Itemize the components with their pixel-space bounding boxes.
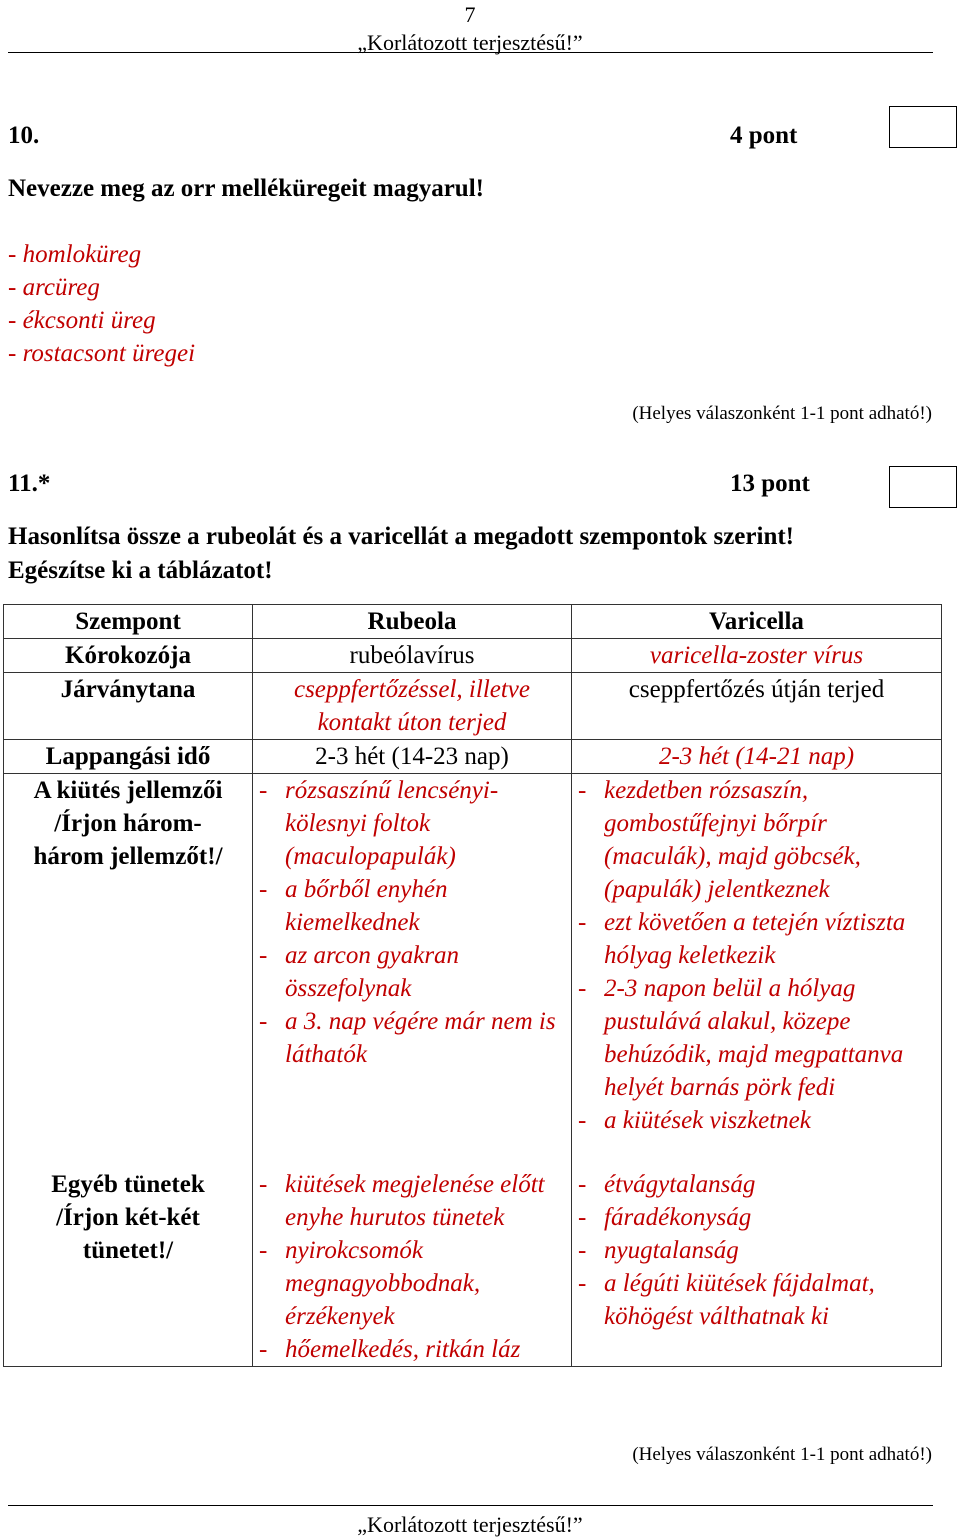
list-item: - ezt követően a tetején víztiszta hólyag keletkezik [604,906,937,972]
q11-question-line: Egészítse ki a táblázatot! [8,557,273,584]
q10-answer: - arcüreg [8,274,100,301]
list-item: - kiütések megjelenése előtt enyhe hurutos tünetek [285,1168,567,1234]
table-header-row [4,605,942,639]
list-item: - kezdetben rózsaszín, gombostűfejnyi bőrpír (maculák), majd göbcsék, (papulák) jelentkeznek [604,774,937,906]
q11-number: 11.* [8,470,51,497]
list-item: - a kiütések viszketnek [604,1104,937,1137]
list-item: - a bőrből enyhén kiemelkednek [285,873,567,939]
header-cell: Rubeola [253,605,572,639]
q10-answers [8,238,195,370]
row-label [4,774,253,1169]
row-label: Járványtana [4,673,253,740]
comparison-table [3,604,942,1367]
table-row [4,673,942,740]
footer-text: „Korlátozott terjesztésű!” [357,1512,583,1537]
list-item: - fáradékonyság [604,1201,937,1234]
list-item: - étvágytalanság [604,1168,937,1201]
list-item: - nyirokcsomók megnagyobbodnak, érzékenyek [285,1234,567,1333]
varicella-cell [572,1168,942,1367]
q11-question [8,520,794,588]
list-item: - hőemelkedés, ritkán láz [285,1333,567,1366]
rubeola-cell: rubeólavírus [253,639,572,673]
list-item: - nyugtalanság [604,1234,937,1267]
q10-score-box [889,106,957,148]
rubeola-cell: cseppfertőzéssel, illetve kontakt úton terjed [253,673,572,740]
table-row [4,1168,942,1367]
varicella-cell [572,774,942,1169]
q10-scoring-note: (Helyes válaszonként 1-1 pont adható!) [632,403,932,424]
row-label: Lappangási idő [4,740,253,774]
q10-answer: - homloküreg [8,241,142,268]
q11-score-box [889,466,957,508]
list-item: - az arcon gyakran összefolynak [285,939,567,1005]
q11-question-line: Hasonlítsa össze a rubeolát és a varicellát a megadott szempontok szerint! [8,523,794,550]
table-row [4,774,942,1169]
row-label-line: három jellemzőt!/ [33,843,223,870]
page-number: 7 [464,2,476,27]
footer-rule [8,1505,933,1506]
list-item: - 2-3 napon belül a hólyag pustulává alakul, közepe behúzódik, majd megpattanva helyét barnás pörk fedi [604,972,937,1104]
header-cell: Varicella [572,605,942,639]
q10-points: 4 pont [730,122,798,149]
row-label-line: /Írjon két-két [56,1204,200,1231]
varicella-cell: 2-3 hét (14-21 nap) [572,740,942,774]
row-label-line: /Írjon három- [54,810,202,837]
table-row [4,639,942,673]
q10-answer: - ékcsonti üreg [8,307,156,334]
q10-answer: - rostacsont üregei [8,340,196,367]
header-cell: Szempont [4,605,253,639]
row-label-line: Egyéb tünetek [51,1171,205,1198]
row-label-line: tünetet!/ [82,1237,174,1264]
rubeola-cell: 2-3 hét (14-23 nap) [253,740,572,774]
varicella-cell: cseppfertőzés útján terjed [572,673,942,740]
q11-scoring-note: (Helyes válaszonként 1-1 pont adható!) [632,1444,932,1465]
q10-question: Nevezze meg az orr melléküregeit magyarul! [8,175,484,202]
header-text: „Korlátozott terjesztésű!” [357,30,583,55]
table-row [4,740,942,774]
row-label: Kórokozója [4,639,253,673]
rubeola-cell [253,1168,572,1367]
list-item: - a légúti kiütések fájdalmat, köhögést válthatnak ki [604,1267,937,1333]
rubeola-cell [253,774,572,1169]
list-item: - a 3. nap végére már nem is láthatók [285,1005,567,1071]
q11-points: 13 pont [730,470,810,497]
header-rule [8,52,933,53]
varicella-cell: varicella-zoster vírus [572,639,942,673]
row-label-line: A kiütés jellemzői [33,777,223,804]
list-item: - rózsaszínű lencsényi-kölesnyi foltok (maculopapulák) [285,774,567,873]
row-label [4,1168,253,1367]
q10-number: 10. [8,122,40,149]
